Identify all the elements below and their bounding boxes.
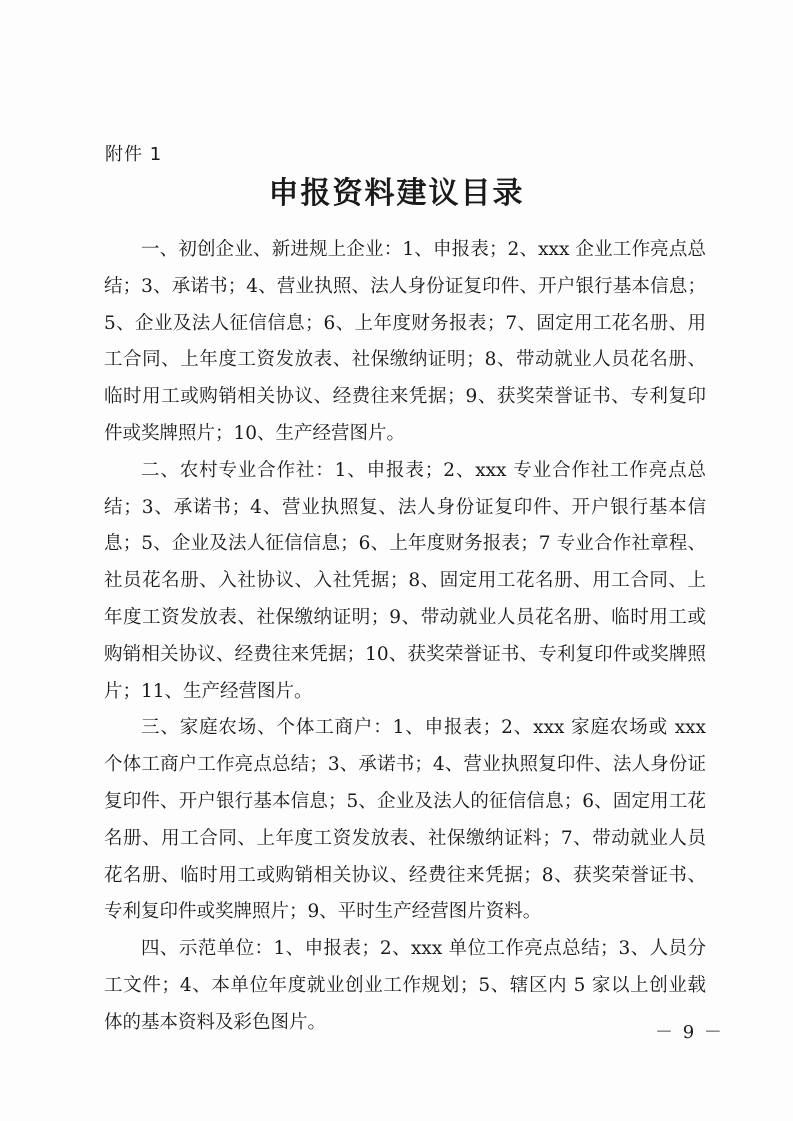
section-heading: 四、示范单位： [141, 938, 274, 960]
section-paragraph-2 [104, 453, 706, 711]
section-heading: 三、家庭农场、个体工商户： [141, 717, 393, 739]
section-content: 1、申报表；2、xxx 专业合作社工作亮点总结；3、承诺书；4、营业执照复、法人身份证复印件、开户银行基本信息；5、企业及法人征信信息；6、上年度财务报表；7 专业合作社章程、社员花名册、入社协议、入社凭据；8、固定用工花名册、用工合同、上年度工资发放表、社保缴纳证明；9、带动就业人员花名册、临时用工或购销相关协议、经费往来凭据；10、获奖荣誉证书、专利复印件或奖牌照片；11、生产经营图片。 [104, 459, 706, 702]
section-paragraph-1 [104, 232, 706, 453]
page-number: － 9 － [655, 1022, 724, 1043]
section-heading: 二、农村专业合作社： [141, 459, 335, 481]
section-heading: 一、初创企业、新进规上企业： [141, 239, 403, 260]
section-paragraph-4 [104, 931, 706, 1041]
section-content: 1、申报表；2、xxx 单位工作亮点总结；3、人员分工文件；4、本单位年度就业创业工作规划；5、辖区内 5 家以上创业载体的基本资料及彩色图片。 [104, 938, 706, 1033]
section-content: 1、申报表；2、xxx 家庭农场或 xxx 个体工商户工作亮点总结；3、承诺书；4、营业执照复印件、法人身份证复印件、开户银行基本信息；5、企业及法人的征信信息；6、固定用工花名册、用工合同、上年度工资发放表、社保缴纳证料；7、带动就业人员花名册、临时用工或购销相关协议、经费往来凭据；8、获奖荣誉证书、专利复印件或奖牌照片；9、平时生产经营图片资料。 [104, 717, 706, 923]
section-content: 1、申报表；2、xxx 企业工作亮点总结；3、承诺书；4、营业执照、法人身份证复印件、开户银行基本信息；5、企业及法人征信信息；6、上年度财务报表；7、固定用工花名册、用工合同、上年度工资发放表、社保缴纳证明；8、带动就业人员花名册、临时用工或购销相关协议、经费往来凭据；9、获奖荣誉证书、专利复印件或奖牌照片；10、生产经营图片。 [104, 239, 706, 444]
section-paragraph-3 [104, 710, 706, 931]
document-body [104, 232, 706, 1042]
attachment-label: 附件 1 [105, 144, 163, 165]
document-title: 申报资料建议目录 [268, 176, 525, 211]
